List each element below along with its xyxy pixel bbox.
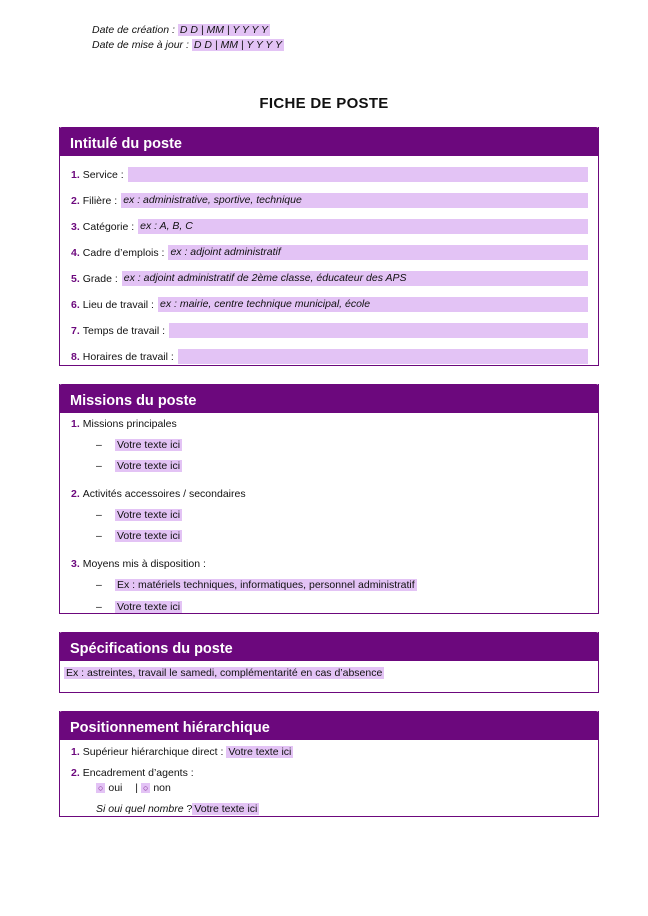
mission-item[interactable] xyxy=(115,600,182,614)
radio-separator: | xyxy=(135,782,139,794)
nombre-label: Si oui quel nombre xyxy=(96,803,184,815)
superieur-number: 1. xyxy=(71,746,80,758)
missions-group-title xyxy=(71,417,177,431)
mission-item-text[interactable]: Votre texte ici xyxy=(117,509,181,521)
missions-group-title xyxy=(71,487,246,501)
dash: – xyxy=(96,579,102,591)
page-title: FICHE DE POSTE xyxy=(259,95,389,112)
field-number: 6. xyxy=(71,298,80,311)
group-number: 3. xyxy=(71,558,80,570)
field-number: 2. xyxy=(71,194,80,207)
lieu-travail-field[interactable]: ex : mairie, centre technique municipal, école xyxy=(158,297,588,312)
dash: – xyxy=(96,509,102,521)
mission-item-text[interactable]: Votre texte ici xyxy=(117,439,181,451)
field-number: 7. xyxy=(71,324,80,337)
creation-date-field[interactable]: D D | MM | Y Y Y Y xyxy=(179,24,268,36)
specifications-header: Spécifications du poste xyxy=(59,632,599,661)
group-label: Missions principales xyxy=(82,418,177,430)
creation-date-label: Date de création : xyxy=(92,24,175,36)
dash: – xyxy=(96,439,102,451)
field-label: Horaires de travail : xyxy=(82,350,174,363)
field-label: Filière : xyxy=(82,194,118,207)
mission-item[interactable] xyxy=(115,438,182,452)
field-number: 4. xyxy=(71,246,80,259)
update-date-label: Date de mise à jour : xyxy=(92,39,189,51)
encadrement-row xyxy=(71,766,194,780)
specifications-text-row xyxy=(64,666,384,680)
positionnement-header: Positionnement hiérarchique xyxy=(59,711,599,740)
field-row xyxy=(71,193,588,208)
field-row xyxy=(71,245,588,260)
field-label: Temps de travail : xyxy=(82,324,166,337)
positionnement-section xyxy=(59,711,599,817)
intitule-header: Intitulé du poste xyxy=(59,127,599,156)
mission-item-text[interactable]: Votre texte ici xyxy=(117,530,181,542)
field-number: 5. xyxy=(71,272,80,285)
group-number: 1. xyxy=(71,418,80,430)
temps-travail-field[interactable] xyxy=(169,323,588,338)
field-row xyxy=(71,323,588,338)
superieur-field[interactable]: Votre texte ici xyxy=(228,746,292,758)
encadrement-number: 2. xyxy=(71,767,80,779)
field-label: Cadre d’emplois : xyxy=(82,246,165,259)
group-label: Activités accessoires / secondaires xyxy=(82,488,246,500)
missions-section xyxy=(59,384,599,614)
group-number: 2. xyxy=(71,488,80,500)
radio-non-label: non xyxy=(153,782,171,794)
field-row xyxy=(71,349,588,364)
field-number: 3. xyxy=(71,220,80,233)
superieur-row xyxy=(71,745,293,759)
specifications-field[interactable]: Ex : astreintes, travail le samedi, complémentarité en cas d’absence xyxy=(66,667,383,679)
group-label: Moyens mis à disposition : xyxy=(82,558,206,570)
field-number: 1. xyxy=(71,168,80,181)
radio-non-icon[interactable]: ○ xyxy=(142,783,149,793)
nombre-row xyxy=(96,802,259,816)
field-label: Service : xyxy=(82,168,124,181)
field-row xyxy=(71,297,588,312)
creation-date-row xyxy=(92,23,284,38)
superieur-label: Supérieur hiérarchique direct : xyxy=(82,746,224,758)
dash: – xyxy=(96,530,102,542)
mission-item[interactable] xyxy=(115,508,182,522)
dash: – xyxy=(96,601,102,613)
specifications-section xyxy=(59,632,599,693)
missions-header: Missions du poste xyxy=(59,384,599,413)
mission-item-text[interactable]: Votre texte ici xyxy=(117,601,181,613)
nombre-question-mark: ? xyxy=(186,803,193,815)
cadre-emplois-field[interactable]: ex : adjoint administratif xyxy=(168,245,588,260)
radio-oui-icon[interactable]: ○ xyxy=(98,783,104,793)
encadrement-options xyxy=(96,781,171,795)
update-date-field[interactable]: D D | MM | Y Y Y Y xyxy=(193,39,282,51)
field-number: 8. xyxy=(71,350,80,363)
categorie-field[interactable]: ex : A, B, C xyxy=(138,219,588,234)
field-label: Grade : xyxy=(82,272,118,285)
dash: – xyxy=(96,460,102,472)
dates-block xyxy=(92,23,284,53)
nombre-field[interactable]: Votre texte ici xyxy=(194,803,258,815)
service-field[interactable] xyxy=(128,167,588,182)
mission-item-text[interactable]: Ex : matériels techniques, informatiques, personnel administratif xyxy=(117,579,415,591)
field-row xyxy=(71,219,588,234)
mission-item[interactable] xyxy=(115,529,182,543)
intitule-section xyxy=(59,127,599,366)
update-date-row xyxy=(92,38,284,53)
field-row xyxy=(71,167,588,182)
encadrement-label: Encadrement d’agents : xyxy=(82,767,194,779)
field-label: Lieu de travail : xyxy=(82,298,154,311)
radio-oui-label: oui xyxy=(108,782,123,794)
filiere-field[interactable]: ex : administrative, sportive, technique xyxy=(121,193,588,208)
field-label: Catégorie : xyxy=(82,220,135,233)
horaires-field[interactable] xyxy=(178,349,588,364)
grade-field[interactable]: ex : adjoint administratif de 2ème classe, éducateur des APS xyxy=(122,271,588,286)
mission-item[interactable] xyxy=(115,459,182,473)
missions-group-title xyxy=(71,557,206,571)
mission-item[interactable] xyxy=(115,578,417,592)
mission-item-text[interactable]: Votre texte ici xyxy=(117,460,181,472)
field-row xyxy=(71,271,588,286)
